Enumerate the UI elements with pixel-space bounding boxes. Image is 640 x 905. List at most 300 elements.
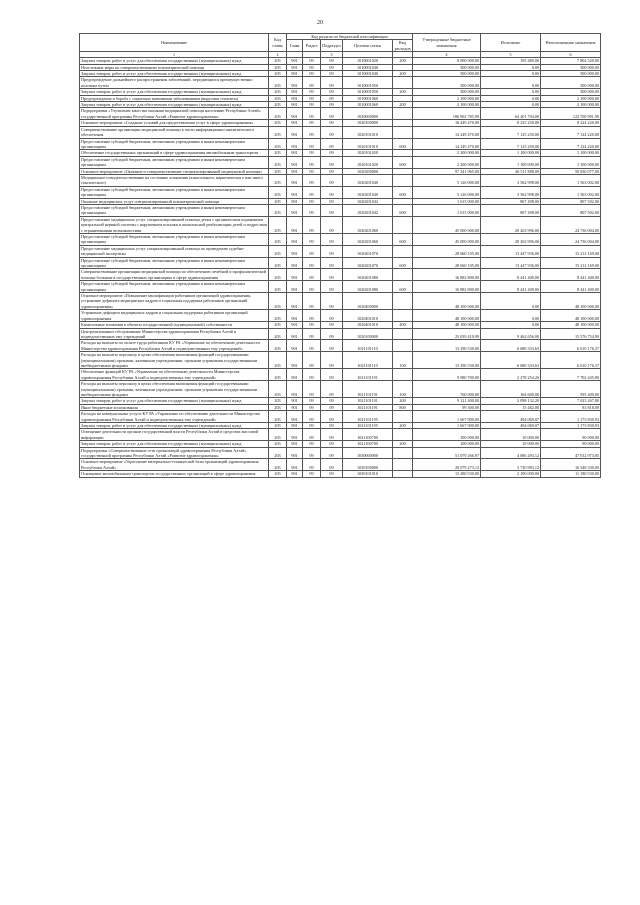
row-vid: [393, 245, 413, 257]
row-executed: 0,00: [481, 102, 541, 108]
row-podrazdel: 09: [321, 423, 343, 429]
row-name: Медицинское освидетельствование на состояние опьянения (алкогольного, наркотического или иного токсического): [80, 174, 269, 186]
row-unexecuted: 6 610 176,37: [541, 340, 601, 352]
row-podrazdel: 09: [321, 156, 343, 168]
row-approved: 51 079 266,97: [413, 447, 481, 459]
row-executed: 2 278 254,20: [481, 369, 541, 381]
row-executed: 195 480,00: [481, 58, 541, 64]
row-vid: [393, 411, 413, 423]
row-razdel: 09: [303, 281, 321, 293]
row-target: 1010001020: [343, 58, 393, 64]
row-code: 203: [269, 281, 287, 293]
row-executed: 0,00: [481, 310, 541, 322]
row-razdel: 09: [303, 64, 321, 70]
row-name: Закупка товаров, работ и услуг для обеспечения государственных (муниципальных) нужд: [80, 89, 269, 95]
table-row: [80, 471, 601, 477]
row-code: 203: [269, 234, 287, 246]
column-number: 2: [269, 52, 287, 58]
row-unexecuted: 500 000,00: [541, 77, 601, 89]
row-vid: [393, 293, 413, 310]
row-razdel: 09: [303, 108, 321, 120]
row-code: 203: [269, 404, 287, 410]
row-code: 203: [269, 120, 287, 126]
row-executed: 8 225 250,00: [481, 120, 541, 126]
row-target: 1020401010: [343, 322, 393, 328]
row-unexecuted: 47 012 973,85: [541, 447, 601, 459]
row-unexecuted: 807 502,00: [541, 198, 601, 204]
row-approved: 500 000,00: [413, 89, 481, 95]
row-code: 203: [269, 156, 287, 168]
row-code: 203: [269, 198, 287, 204]
row-vid: 100: [393, 352, 413, 369]
row-name: Совершенствование организации медицинской помощи в части информационно-аналитического обеспечения: [80, 126, 269, 138]
table-row: [80, 310, 601, 322]
row-executed: 807 498,00: [481, 198, 541, 204]
row-unexecuted: 7 124 220,00: [541, 138, 601, 150]
row-target: 1020201070: [343, 257, 393, 269]
row-executed: 46 511 888,00: [481, 168, 541, 174]
row-vid: 600: [393, 186, 413, 198]
row-unexecuted: 1 563 002,00: [541, 186, 601, 198]
row-name: Оказание медицинских услуг специализированной психиатрической помощи: [80, 198, 269, 204]
row-executed: 3 562 998,00: [481, 186, 541, 198]
table-row: [80, 340, 601, 352]
row-executed: 7 125 250,00: [481, 138, 541, 150]
row-name: Предоставление субсидий бюджетным, автономным учреждениям и иным некоммерческим организациям: [80, 186, 269, 198]
row-unexecuted: 122 700 991,99: [541, 108, 601, 120]
row-glava: 901: [287, 322, 303, 328]
row-code: 203: [269, 77, 287, 89]
row-vid: [393, 174, 413, 186]
row-code: 203: [269, 340, 287, 352]
row-podrazdel: 09: [321, 281, 343, 293]
row-target: 1021101191: [343, 381, 393, 398]
row-unexecuted: 500 000,00: [541, 64, 601, 70]
row-code: 203: [269, 168, 287, 174]
row-vid: [393, 447, 413, 459]
row-target: 1020201060: [343, 234, 393, 246]
row-name: Освещение деятельности органов государственной власти Республики Алтай в средствах массовой информации: [80, 429, 269, 441]
row-code: 203: [269, 411, 287, 423]
row-glava: 901: [287, 340, 303, 352]
row-glava: 901: [287, 126, 303, 138]
row-code: 203: [269, 58, 287, 64]
column-number: 5: [481, 52, 541, 58]
row-name: Предупреждение дальнейшего распространения заболеваний, передающихся преимущественно половым путем: [80, 77, 269, 89]
row-unexecuted: 2 100 000,00: [541, 102, 601, 108]
row-razdel: 09: [303, 150, 321, 156]
row-podrazdel: 09: [321, 269, 343, 281]
row-name: Основное мероприятие «Оказание и совершенствование специализированной медицинской помощи»: [80, 168, 269, 174]
row-razdel: 09: [303, 77, 321, 89]
table-body: [80, 58, 601, 477]
row-name: Неотложные меры по совершенствованию психиатрической помощи: [80, 64, 269, 70]
row-target: 1021101195: [343, 411, 393, 423]
row-executed: 10 000,00: [481, 441, 541, 447]
row-podrazdel: 09: [321, 120, 343, 126]
row-name: Устранение дефицита медицинских кадров и социальная поддержка работников организаций здравоохранения: [80, 310, 269, 322]
header-row-1: [80, 34, 601, 40]
row-target: 1030000000: [343, 447, 393, 459]
row-approved: 28 660 105,00: [413, 245, 481, 257]
header-target: Целевая статья: [343, 40, 393, 52]
header-name: Наименование: [80, 34, 269, 52]
row-razdel: 09: [303, 120, 321, 126]
row-code: 203: [269, 138, 287, 150]
row-podrazdel: 09: [321, 77, 343, 89]
row-approved: 28 660 105,00: [413, 257, 481, 269]
row-razdel: 09: [303, 204, 321, 216]
row-vid: 400: [393, 322, 413, 328]
row-glava: 901: [287, 138, 303, 150]
row-target: 1020401010: [343, 310, 393, 322]
row-executed: 15 482,00: [481, 404, 541, 410]
row-podrazdel: 09: [321, 447, 343, 459]
row-unexecuted: 48 100 000,00: [541, 293, 601, 310]
row-approved: 48 100 000,00: [413, 322, 481, 328]
row-name: Закупка товаров, работ и услуг для обеспечения государственных (муниципальных) нужд: [80, 441, 269, 447]
row-executed: 2 098 132,20: [481, 398, 541, 404]
row-code: 203: [269, 441, 287, 447]
table-row: [80, 293, 601, 310]
row-unexecuted: 595 400,00: [541, 381, 601, 398]
row-unexecuted: 83 818,00: [541, 404, 601, 410]
row-unexecuted: 15 576 754,99: [541, 328, 601, 340]
row-approved: 45 000 000,00: [413, 216, 481, 233]
header-code: Код главы: [269, 34, 287, 52]
row-unexecuted: 90 000,00: [541, 441, 601, 447]
row-name: Предупреждение и борьба с социально значимыми заболеваниями (вирусные гепатиты): [80, 95, 269, 101]
table-row: [80, 245, 601, 257]
row-vid: 600: [393, 257, 413, 269]
row-target: 1021101110: [343, 352, 393, 369]
row-executed: 3 562 998,00: [481, 174, 541, 186]
table-row: [80, 216, 601, 233]
row-vid: 100: [393, 381, 413, 398]
row-glava: 901: [287, 186, 303, 198]
row-podrazdel: 09: [321, 459, 343, 471]
row-name: Предоставление субсидий бюджетным, автономным учреждениям и иным некоммерческим организациям: [80, 138, 269, 150]
row-executed: 13 447 936,00: [481, 245, 541, 257]
row-target: 1020400000: [343, 293, 393, 310]
row-target: 1021100700: [343, 441, 393, 447]
row-razdel: 09: [303, 429, 321, 441]
row-code: 203: [269, 174, 287, 186]
row-razdel: 09: [303, 126, 321, 138]
row-unexecuted: 1 563 002,00: [541, 174, 601, 186]
row-podrazdel: 09: [321, 340, 343, 352]
header-approved: Утвержденные бюджетные назначения: [413, 34, 481, 52]
row-target: 1030101010: [343, 471, 393, 477]
row-glava: 901: [287, 95, 303, 101]
row-glava: 901: [287, 269, 303, 281]
column-number: 1: [80, 52, 269, 58]
row-podrazdel: 09: [321, 102, 343, 108]
row-target: 1021101191: [343, 404, 393, 410]
row-podrazdel: 09: [321, 198, 343, 204]
row-name: Предоставление субсидий бюджетным, автономным учреждениям и иным некоммерческим организациям: [80, 257, 269, 269]
row-name: Основное мероприятие «Повышение квалификации работников организаций здравоохранения, устранение дефицита медицинских кадров и социальная поддержка работников организаций здравоохранения»: [80, 293, 269, 310]
row-name: Предоставление субсидий бюджетным, автономным учреждениям и иным некоммерческим организациям: [80, 204, 269, 216]
row-unexecuted: 8 441 400,00: [541, 281, 601, 293]
row-glava: 901: [287, 328, 303, 340]
row-executed: 7 125 250,00: [481, 126, 541, 138]
table-row: [80, 281, 601, 293]
row-glava: 901: [287, 352, 303, 369]
row-code: 203: [269, 257, 287, 269]
row-approved: 500 000,00: [413, 64, 481, 70]
row-podrazdel: 09: [321, 293, 343, 310]
row-podrazdel: 09: [321, 322, 343, 328]
row-target: 1020201042: [343, 204, 393, 216]
header-razdel: Раздел: [303, 40, 321, 52]
row-approved: 1 667 900,00: [413, 423, 481, 429]
row-target: 1020201060: [343, 216, 393, 233]
row-approved: 13 290 530,00: [413, 352, 481, 369]
row-name: Подпрограмма «Совершенствование сети организаций здравоохранения Республики Алтай» государственной программы Республики Алтай «Развитие здравоохранения»: [80, 447, 269, 459]
row-vid: [393, 310, 413, 322]
row-unexecuted: 1 173 830,93: [541, 423, 601, 429]
row-executed: 64 201 794,00: [481, 108, 541, 120]
row-podrazdel: 09: [321, 369, 343, 381]
row-target: 1020101010: [343, 126, 393, 138]
row-podrazdel: 09: [321, 168, 343, 174]
row-approved: 100 000,00: [413, 429, 481, 441]
row-unexecuted: 48 100 000,00: [541, 310, 601, 322]
row-code: 203: [269, 71, 287, 77]
row-razdel: 09: [303, 269, 321, 281]
row-podrazdel: 09: [321, 108, 343, 120]
row-unexecuted: 1 100 000,00: [541, 150, 601, 156]
row-name: Иные бюджетные ассигнования: [80, 404, 269, 410]
row-name: Предоставление субсидий бюджетным, автономным учреждениям и иным некоммерческим организациям: [80, 281, 269, 293]
row-unexecuted: 24 736 004,00: [541, 216, 601, 233]
header-classification-group: Код раздела по бюджетной классификации: [287, 34, 413, 40]
row-razdel: 09: [303, 234, 321, 246]
row-code: 203: [269, 95, 287, 101]
row-podrazdel: 09: [321, 71, 343, 77]
row-unexecuted: 7 804 520,00: [541, 58, 601, 64]
row-glava: 901: [287, 234, 303, 246]
row-approved: 48 100 000,00: [413, 293, 481, 310]
row-name: Основное мероприятие «Создание условий для предоставления услуг в сфере здравоохранения»: [80, 120, 269, 126]
row-approved: 186 902 785,99: [413, 108, 481, 120]
row-code: 203: [269, 322, 287, 328]
row-approved: 100 000,00: [413, 441, 481, 447]
row-vid: [393, 429, 413, 441]
row-executed: 20 263 996,00: [481, 234, 541, 246]
row-vid: 200: [393, 398, 413, 404]
row-code: 203: [269, 102, 287, 108]
header-podrazdel: Подраздел: [321, 40, 343, 52]
row-razdel: 09: [303, 174, 321, 186]
row-name: Закупка товаров, работ и услуг для обеспечения государственных (муниципальных) нужд: [80, 71, 269, 77]
row-glava: 901: [287, 150, 303, 156]
row-razdel: 09: [303, 102, 321, 108]
header-vid: Вид расходов: [393, 40, 413, 52]
row-glava: 901: [287, 245, 303, 257]
row-razdel: 09: [303, 245, 321, 257]
table-row: [80, 126, 601, 138]
row-glava: 901: [287, 471, 303, 477]
row-name: Основное мероприятие «Укрепление материально-технической базы организаций здравоохранения Республики Алтай»: [80, 459, 269, 471]
row-razdel: 09: [303, 340, 321, 352]
row-unexecuted: 16 348 330,00: [541, 459, 601, 471]
row-podrazdel: 09: [321, 429, 343, 441]
row-vid: [393, 216, 413, 233]
row-unexecuted: 15 212 169,00: [541, 245, 601, 257]
row-code: 203: [269, 204, 287, 216]
row-glava: 901: [287, 411, 303, 423]
row-unexecuted: 7 124 220,00: [541, 126, 601, 138]
row-executed: 3 730 983,12: [481, 459, 541, 471]
row-glava: 901: [287, 310, 303, 322]
row-razdel: 09: [303, 398, 321, 404]
row-code: 203: [269, 216, 287, 233]
row-glava: 901: [287, 369, 303, 381]
row-target: 1020201080: [343, 281, 393, 293]
row-approved: 5 126 000,00: [413, 174, 481, 186]
row-approved: 13 290 530,00: [413, 340, 481, 352]
row-name: Предоставление субсидий бюджетным, автономным учреждениям и иным некоммерческим организациям: [80, 234, 269, 246]
row-name: Расходы на выплаты по оплате труда работников КУ РА «Управление по обеспечению деятельности Министерства здравоохранения Республики Алтай и подведомственных ему учреждений»: [80, 340, 269, 352]
row-name: Расходы на выплаты персоналу в целях обеспечения выполнения функций государственными (муниципальными) органами, казенными учреждениями, органами управления государственными внебюджетными фондами: [80, 352, 269, 369]
row-podrazdel: 09: [321, 150, 343, 156]
row-unexecuted: 48 100 000,00: [541, 322, 601, 328]
row-target: 1020201070: [343, 245, 393, 257]
row-target: 1020101020: [343, 156, 393, 168]
row-approved: 25 039 410,99: [413, 328, 481, 340]
row-unexecuted: 500 000,00: [541, 89, 601, 95]
row-razdel: 09: [303, 459, 321, 471]
row-razdel: 09: [303, 447, 321, 459]
table-row: [80, 447, 601, 459]
row-glava: 901: [287, 381, 303, 398]
row-vid: 600: [393, 281, 413, 293]
row-executed: 0,00: [481, 77, 541, 89]
row-target: 1010001040: [343, 71, 393, 77]
row-executed: 807 498,00: [481, 204, 541, 216]
row-vid: 600: [393, 156, 413, 168]
row-vid: 200: [393, 441, 413, 447]
row-unexecuted: 15 212 169,00: [541, 257, 601, 269]
row-approved: 13 280 530,00: [413, 471, 481, 477]
row-glava: 901: [287, 102, 303, 108]
row-target: 1020200000: [343, 168, 393, 174]
row-vid: [393, 340, 413, 352]
row-podrazdel: 09: [321, 404, 343, 410]
row-target: 1020201080: [343, 269, 393, 281]
header-executed: Исполнено: [481, 34, 541, 52]
row-code: 203: [269, 369, 287, 381]
row-executed: 6 680 333,63: [481, 340, 541, 352]
table-row: [80, 352, 601, 369]
table-row: [80, 174, 601, 186]
row-vid: 200: [393, 89, 413, 95]
row-unexecuted: 6 610 176,37: [541, 352, 601, 369]
row-razdel: 09: [303, 168, 321, 174]
table-row: [80, 108, 601, 120]
row-glava: 901: [287, 257, 303, 269]
row-target: 1021101191: [343, 398, 393, 404]
column-number: 6: [541, 52, 601, 58]
row-executed: 0,00: [481, 322, 541, 328]
row-vid: [393, 77, 413, 89]
row-vid: [393, 459, 413, 471]
header-glava: Глава: [287, 40, 303, 52]
row-target: 1020201042: [343, 198, 393, 204]
row-razdel: 09: [303, 441, 321, 447]
row-glava: 901: [287, 204, 303, 216]
row-target: 1020201040: [343, 186, 393, 198]
row-code: 203: [269, 108, 287, 120]
row-razdel: 09: [303, 95, 321, 101]
row-unexecuted: 7 702 445,80: [541, 369, 601, 381]
row-approved: 16 882 800,00: [413, 281, 481, 293]
row-name: Закупка товаров, работ и услуг для обеспечения государственных (муниципальных) нужд: [80, 398, 269, 404]
row-approved: 1 615 000,00: [413, 204, 481, 216]
row-target: 1020100000: [343, 120, 393, 126]
row-podrazdel: 09: [321, 328, 343, 340]
row-podrazdel: 09: [321, 245, 343, 257]
row-glava: 901: [287, 216, 303, 233]
row-code: 203: [269, 429, 287, 441]
table-row: [80, 204, 601, 216]
row-vid: 200: [393, 423, 413, 429]
row-vid: [393, 126, 413, 138]
row-executed: 164 600,00: [481, 381, 541, 398]
row-glava: 901: [287, 423, 303, 429]
row-glava: 901: [287, 77, 303, 89]
table-row: [80, 369, 601, 381]
row-approved: 1 615 000,00: [413, 198, 481, 204]
table-row: [80, 328, 601, 340]
row-executed: 494 069,07: [481, 411, 541, 423]
row-code: 203: [269, 186, 287, 198]
table-row: [80, 257, 601, 269]
row-executed: 494 069,07: [481, 423, 541, 429]
row-glava: 901: [287, 120, 303, 126]
table-row: [80, 411, 601, 423]
budget-execution-table: [79, 33, 601, 478]
row-executed: 4 086 293,12: [481, 447, 541, 459]
row-name: Закупка товаров, работ и услуг для обеспечения государственных (муниципальных) нужд: [80, 102, 269, 108]
row-glava: 901: [287, 429, 303, 441]
row-vid: 200: [393, 71, 413, 77]
row-podrazdel: 09: [321, 411, 343, 423]
row-glava: 901: [287, 58, 303, 64]
row-glava: 901: [287, 108, 303, 120]
row-razdel: 09: [303, 186, 321, 198]
row-vid: [393, 108, 413, 120]
row-code: 203: [269, 150, 287, 156]
row-razdel: 09: [303, 352, 321, 369]
row-approved: 500 000,00: [413, 77, 481, 89]
row-vid: 600: [393, 234, 413, 246]
row-executed: 9 462 656,00: [481, 328, 541, 340]
row-approved: 99 300,00: [413, 404, 481, 410]
row-vid: 800: [393, 404, 413, 410]
row-target: 1020100000: [343, 328, 393, 340]
row-approved: 97 341 965,00: [413, 168, 481, 174]
row-approved: 20 079 273,12: [413, 459, 481, 471]
row-name: Закупка товаров, работ и услуг для обеспечения государственных (муниципальных) нужд: [80, 423, 269, 429]
row-name: Предоставление медицинских услуг специализированной помощи по проведению судебно-медицинской экспертизы: [80, 245, 269, 257]
row-podrazdel: 09: [321, 352, 343, 369]
row-approved: 500 000,00: [413, 71, 481, 77]
row-podrazdel: 09: [321, 186, 343, 198]
row-code: 203: [269, 64, 287, 70]
